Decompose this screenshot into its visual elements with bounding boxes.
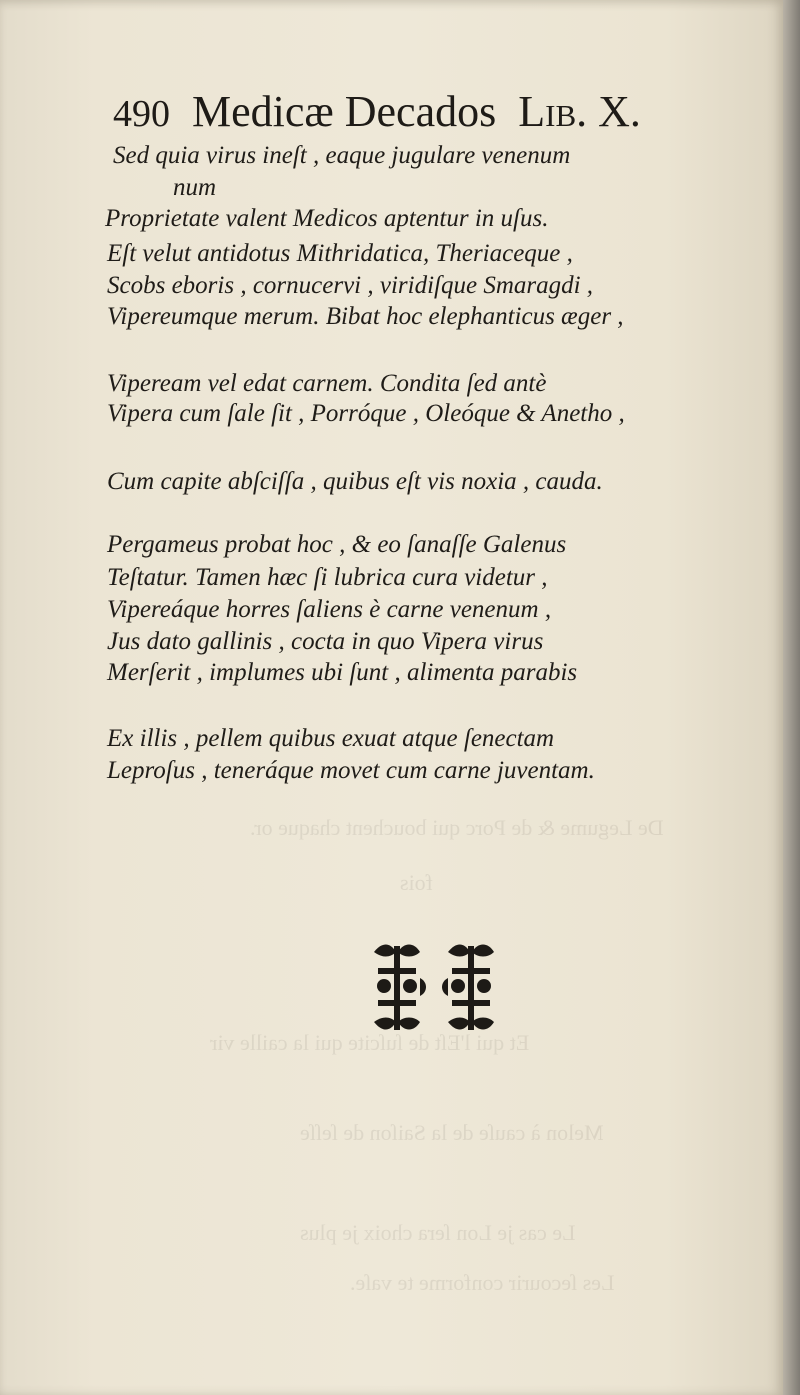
verse-line: Teſtatur. Tamen hæc ſi lubrica cura videtur , (107, 564, 548, 591)
verse-line: Merſerit , implumes ubi ſunt , alimenta parabis (107, 659, 578, 686)
show-through-text: Le cas je Lon ſera choix je plus (300, 1220, 576, 1245)
verse-line: Vipereáque horres ſaliens è carne venenum , (107, 596, 552, 623)
show-through-text: Les ſecourir conforme te vaſe. (350, 1270, 615, 1295)
show-through-text: De Legume & de Porc qui bouchent chaque or. (250, 815, 664, 840)
verse-line: Leproſus , teneráque movet cum carne juventam. (107, 757, 595, 784)
verse-line: Proprietate valent Medicos aptentur in uſus. (105, 205, 549, 232)
page-number: 490 (113, 93, 170, 135)
show-through-text: fois (400, 870, 433, 895)
verse-line: Jus dato gallinis , cocta in quo Vipera virus (107, 628, 544, 655)
verse-line: Vipera cum ſale ſit , Porróque , Oleóque & Anetho , (107, 400, 625, 427)
verse-line-continuation: num (173, 174, 217, 201)
verse-line: Vipeream vel edat carnem. Condita ſed antè (107, 370, 547, 397)
verse-line: Eſt velut antidotus Mithridatica, Theriaceque , (107, 240, 573, 267)
verse-line: Sed quia virus ineſt , eaque jugulare venenum (113, 142, 571, 169)
running-title: Medicæ Decados (192, 87, 497, 136)
verse-line: Vipereumque merum. Bibat hoc elephanticus æger , (107, 303, 624, 330)
verse-line: Cum capite abſciſſa , quibus eſt vis noxia , cauda. (107, 468, 603, 495)
fleuron-ornament-icon (368, 938, 504, 1038)
show-through-text: Melon à cauſe de la Saiſon de ſeſſe (300, 1120, 604, 1145)
verse-line: Pergameus probat hoc , & eo ſanaſſe Galenus (107, 531, 567, 558)
show-through-text: Et qui l'Eſt de ſuſcite qui la caille vir (210, 1030, 530, 1055)
book-number: Lib. X. (518, 87, 641, 136)
verse-line: Scobs eboris , cornucervi , viridiſque Smaragdi , (107, 272, 594, 299)
running-head (113, 86, 713, 138)
verse-line: Ex illis , pellem quibus exuat atque ſenectam (107, 725, 555, 752)
